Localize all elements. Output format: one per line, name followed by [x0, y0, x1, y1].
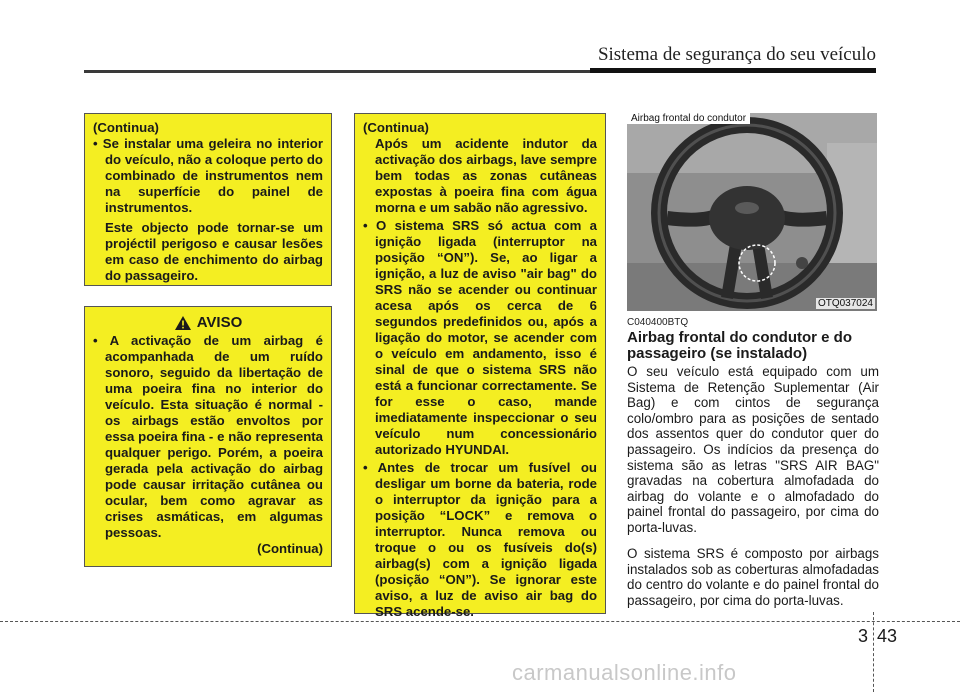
footer-rule — [0, 621, 960, 622]
continua-label: (Continua) — [257, 541, 323, 556]
warning-title: AVISO — [196, 314, 243, 331]
figure-label: Airbag frontal do condutor — [627, 113, 750, 124]
bullet-item: • A activação de um airbag é acompanhada de um ruído sonoro, seguido da libertação de uma poeira fina no interior do veículo. Esta situação é normal - os airbags estão envoltos por essa poeira fina - e não representa qualquer perigo. Porém, a poeira gerada pela activação do airbag pode causar irritação cutânea ou ocular, bem como agravar as crises asmáticas, em algumas pessoas. — [93, 333, 323, 540]
bullet-item: • O sistema SRS só actua com a ignição ligada (interruptor na posição “ON”). Se, ao ligar a ignição, a luz de aviso "air bag" do SRS não se acender ou continuar acesa após os cerca de 6 segundos predefinidos ou, após a ligação do motor, se acender com o veículo em andamento, isso é sinal de que o sistema SRS não está a funcionar correctamente. Se for esse o caso, mande imediatamente inspeccionar o seu veículo num concessionário autorizado HYUNDAI. — [363, 218, 597, 457]
watermark: carmanualsonline.info — [512, 660, 737, 685]
body-paragraph: O sistema SRS é composto por airbags instalados sob as coberturas almofadadas do centro do volante e do painel frontal do passageiro, por cima do porta-luvas. — [627, 546, 879, 608]
section-title: Airbag frontal do condutor e do passageiro (se instalado) — [627, 329, 852, 362]
figure-code: OTQ037024 — [817, 298, 873, 309]
paragraph: Após um acidente indutor da activação dos airbags, lave sempre bem todas as zonas cutâneas expostas à poeira fina com água morna e um sabão não agressivo. — [375, 136, 597, 215]
page-number-divider — [873, 612, 875, 692]
page-header-title: Sistema de segurança do seu veículo — [597, 44, 876, 65]
caution-box-continued-2 — [354, 113, 606, 619]
warning-triangle-icon — [174, 315, 192, 331]
paragraph: Este objecto pode tornar-se um projéctil perigoso e causar lesões em caso de enchimento do airbag do passageiro. — [105, 220, 323, 283]
steering-wheel-photo — [627, 113, 877, 311]
section-code: C040400BTQ — [627, 317, 689, 328]
steering-wheel-illustration — [627, 113, 877, 311]
header-rule-accent — [590, 68, 876, 73]
body-paragraph: O seu veículo está equipado com um Sistema de Retenção Suplementar (Air Bag) e com cintos de segurança colo/ombro para as posições de sentado dos assentos quer do condutor quer do passageiro. Os indícios da presença do sistema são as letras "SRS AIR BAG" gravadas na cobertura almofadada do airbag do volante e o almofadado do painel frontal do passageiro, por cima do porta-luvas. — [627, 364, 879, 535]
warning-heading — [93, 315, 323, 331]
caution-box-continued — [84, 113, 332, 286]
box-heading: (Continua) — [363, 120, 429, 135]
section-number: 3 — [858, 626, 869, 646]
page-number: 43 — [877, 626, 898, 646]
bullet-item: • Antes de trocar um fusível ou desligar um borne da bateria, rode o interruptor da ignição para a posição “LOCK” e remova o interruptor. Nunca remova ou troque o ou os fusíveis do(s) airbag(s) com a ignição ligada (posição “ON”). Se ignorar este aviso, a luz de aviso air bag do SRS acende-se. — [363, 460, 597, 619]
box-heading: (Continua) — [93, 120, 159, 135]
bullet-item: • Se instalar uma geleira no interior do veículo, não a coloque perto do combinado de instrumentos nem na superfície do painel de instrumentos. — [93, 136, 323, 215]
warning-box — [84, 306, 332, 567]
